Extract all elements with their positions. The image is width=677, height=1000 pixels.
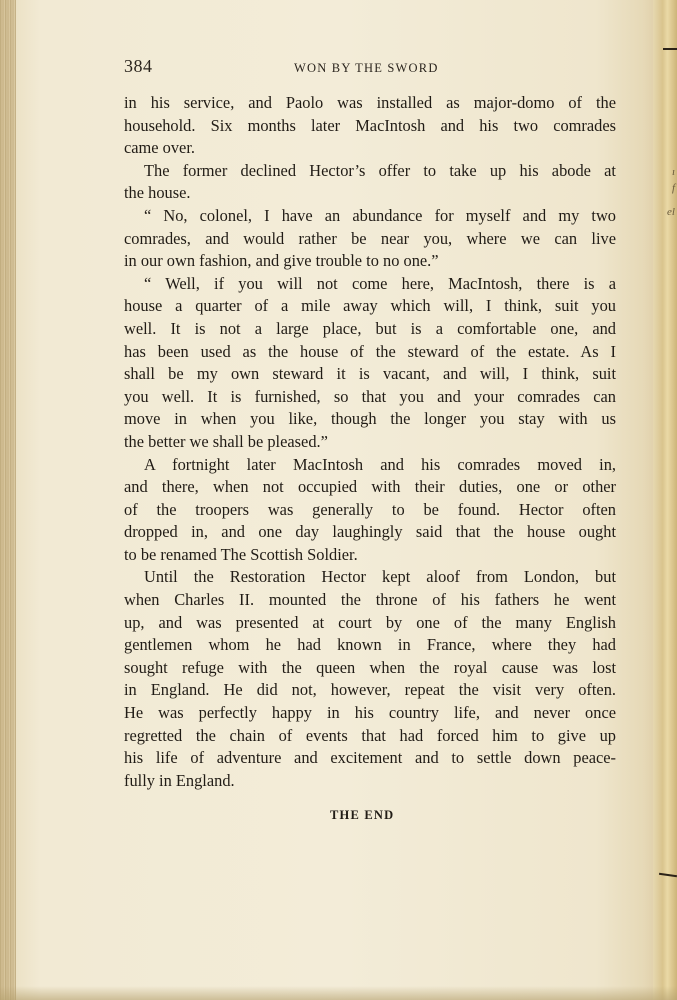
text-line: dropped in, and one day laughingly said that the house ought — [124, 522, 616, 542]
page-binding — [0, 0, 16, 1000]
text-line: fully in England. — [124, 770, 235, 790]
text-line: “ No, colonel, I have an abundance for myself and my two — [144, 205, 616, 225]
running-head — [124, 56, 616, 80]
text-line: his life of adventure and excitement and to settle down peace- — [124, 748, 616, 768]
page-number: 384 — [124, 56, 153, 76]
text-line: in his service, and Paolo was installed as major-domo of the — [124, 93, 616, 112]
text-line: you well. It is furnished, so that you and your comrades can — [124, 386, 616, 406]
text-line: to be renamed The Scottish Soldier. — [124, 544, 358, 564]
end-mark: THE END — [330, 808, 395, 822]
running-title: WON BY THE SWORD — [294, 61, 439, 75]
text-line: A fortnight later MacIntosh and his comrades moved in, — [144, 454, 616, 474]
facing-page-curl-top — [663, 48, 677, 50]
text-line: when Charles II. mounted the throne of his fathers he went — [124, 590, 616, 610]
text-line: well. It is not a large place, but is a comfortable one, and — [124, 318, 616, 338]
edge-glyph-2: f — [671, 182, 675, 194]
text-line: has been used as the house of the steward of the estate. As I — [124, 341, 616, 361]
text-line: comrades, and would rather be near you, where we can live — [124, 228, 616, 248]
text-line: Until the Restoration Hector kept aloof from London, but — [144, 567, 616, 587]
text-line: household. Six months later MacIntosh and his two comrades — [124, 115, 616, 135]
text-line: and there, when not occupied with their duties, one or other — [124, 477, 616, 497]
text-line: the better we shall be pleased.” — [124, 431, 328, 451]
text-line: “ Well, if you will not come here, MacIntosh, there is a — [144, 273, 616, 293]
facing-page-edge — [653, 0, 677, 1000]
text-line: The former declined Hector’s offer to take up his abode at — [144, 160, 616, 180]
text-line: gentlemen whom he had known in France, where they had — [124, 635, 616, 655]
text-line: regretted the chain of events that had forced him to give up — [124, 725, 616, 745]
body-text — [124, 92, 616, 792]
text-line: in England. He did not, however, repeat the visit very often. — [124, 680, 616, 700]
text-line: the house. — [124, 183, 191, 203]
text-line: move in when you like, though the longer you stay with us — [124, 409, 616, 429]
page-bottom-shadow — [0, 986, 677, 1000]
text-line: of the troopers was generally to be found. Hector often — [124, 499, 616, 519]
text-line: in our own fashion, and give trouble to no one.” — [124, 251, 439, 271]
text-line: sought refuge with the queen when the royal cause was lost — [124, 657, 616, 677]
edge-glyph-3: el — [667, 206, 675, 218]
text-line: He was perfectly happy in his country life, and never once — [124, 703, 616, 723]
text-line: up, and was presented at court by one of the many English — [124, 612, 616, 632]
text-line: house a quarter of a mile away which will, I think, suit you — [124, 296, 616, 316]
text-line: shall be my own steward it is vacant, and will, I think, suit — [124, 364, 616, 384]
edge-glyph-1: ı — [671, 166, 675, 178]
text-line: came over. — [124, 138, 195, 158]
